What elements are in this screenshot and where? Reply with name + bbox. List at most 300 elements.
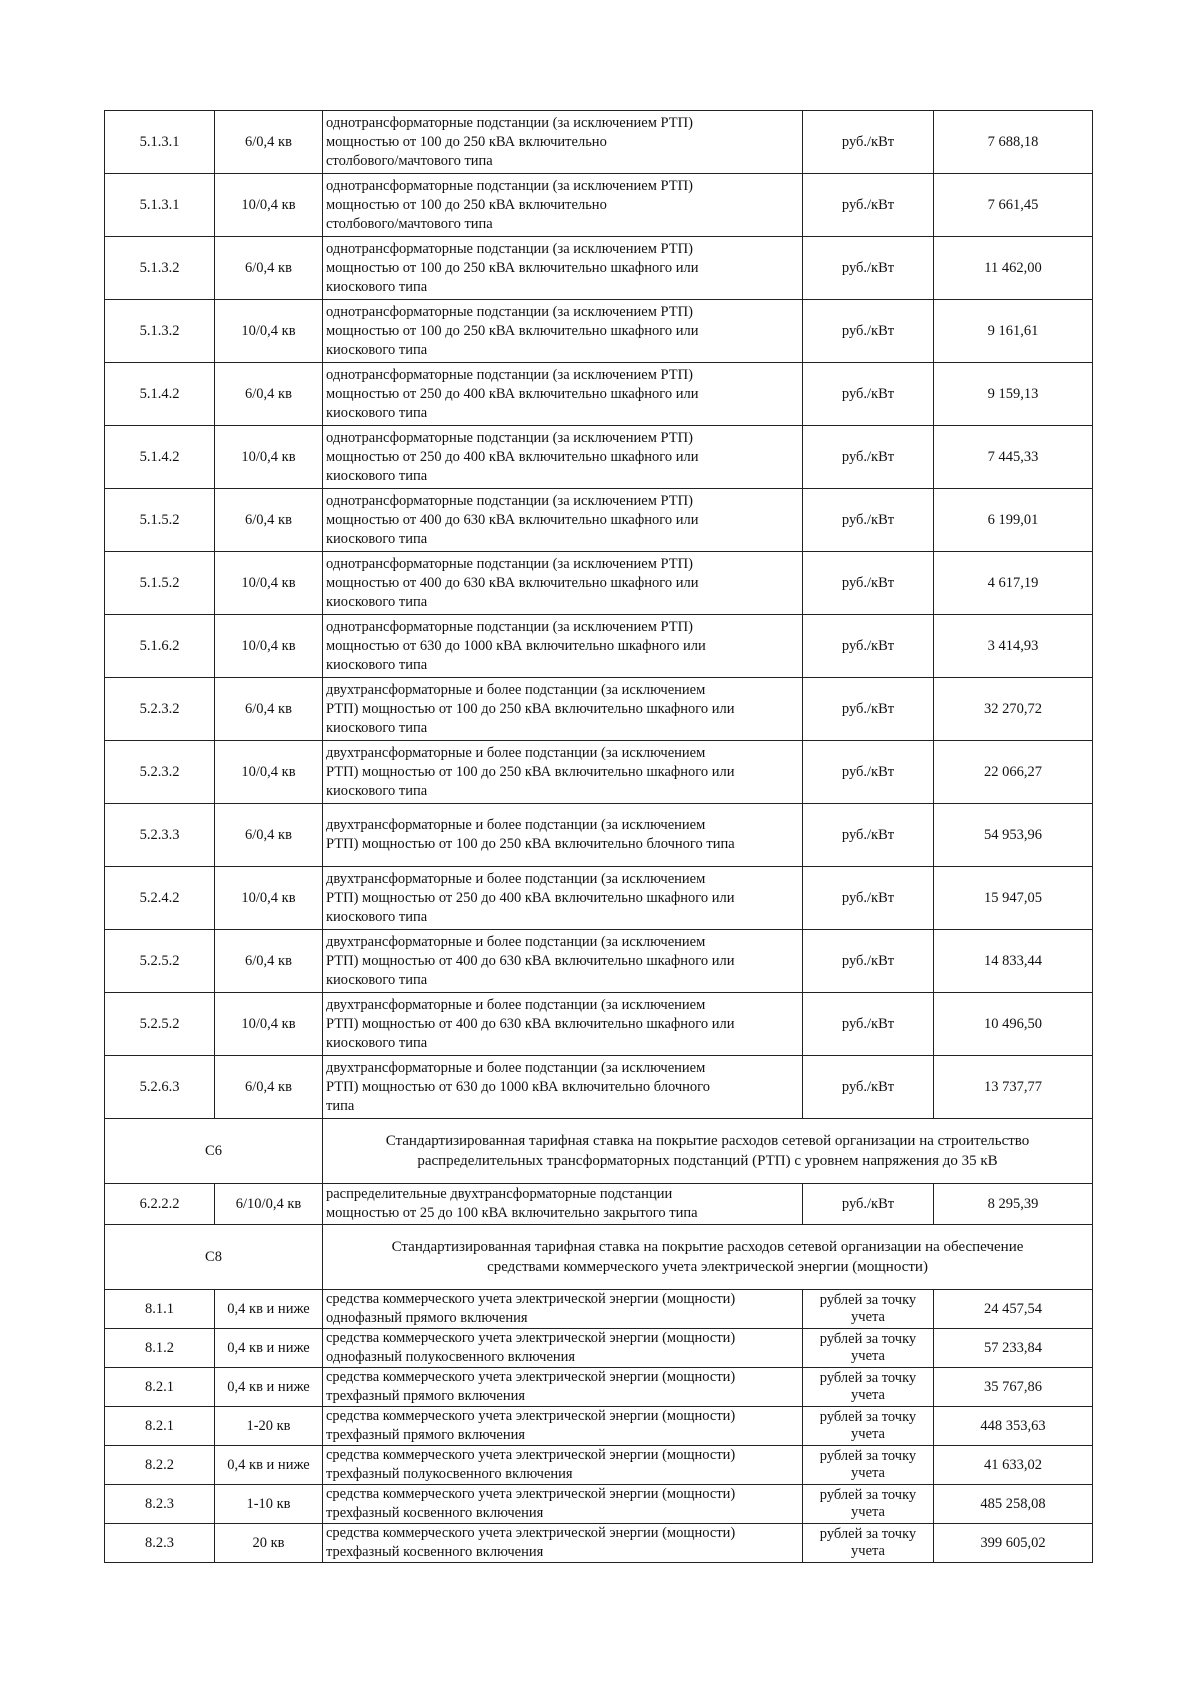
voltage-cell bbox=[215, 930, 323, 993]
unit-line: рублей за точку bbox=[819, 1487, 917, 1503]
rate-value-cell bbox=[934, 1184, 1093, 1225]
rate-value-cell bbox=[934, 930, 1093, 993]
tariff-table bbox=[104, 110, 1093, 1563]
voltage: 0,4 кв и ниже bbox=[227, 1378, 310, 1395]
description-cell bbox=[323, 930, 803, 993]
unit-cell bbox=[803, 1329, 934, 1368]
description-line: киоскового типа bbox=[326, 782, 428, 799]
item-code: 5.2.5.2 bbox=[139, 1015, 180, 1032]
description-line: двухтрансформаторные и более подстанции (за исключением bbox=[326, 996, 706, 1013]
description-cell bbox=[323, 867, 803, 930]
unit: руб./кВт bbox=[841, 1015, 895, 1032]
section-title-line: Стандартизированная тарифная ставка на покрытие расходов сетевой организации на обеспечение bbox=[391, 1239, 1024, 1255]
section-title-cell bbox=[323, 1119, 1093, 1184]
voltage-cell bbox=[215, 1524, 323, 1563]
voltage-cell bbox=[215, 237, 323, 300]
voltage: 6/0,4 кв bbox=[245, 1078, 292, 1095]
item-code: 6.2.2.2 bbox=[139, 1195, 180, 1212]
table-row bbox=[105, 1056, 1093, 1119]
unit-cell bbox=[803, 237, 934, 300]
description-line: трехфазный прямого включения bbox=[326, 1388, 526, 1404]
item-code-cell bbox=[105, 930, 215, 993]
voltage: 6/0,4 кв bbox=[245, 259, 292, 276]
item-code-cell bbox=[105, 1368, 215, 1407]
voltage: 10/0,4 кв bbox=[241, 763, 296, 780]
item-code-cell bbox=[105, 1184, 215, 1225]
rate-value: 35 767,86 bbox=[984, 1378, 1042, 1395]
description-line: киоскового типа bbox=[326, 656, 428, 673]
voltage-cell bbox=[215, 300, 323, 363]
unit: руб./кВт bbox=[841, 1195, 895, 1212]
rate-value: 485 258,08 bbox=[980, 1495, 1046, 1512]
item-code: 8.2.2 bbox=[145, 1456, 174, 1473]
description-line: средства коммерческого учета электрической энергии (мощности) bbox=[326, 1486, 736, 1502]
description-line: киоскового типа bbox=[326, 467, 428, 484]
table-row bbox=[105, 1290, 1093, 1329]
description-line: однотрансформаторные подстанции (за исключением РТП) bbox=[326, 366, 693, 383]
unit-cell bbox=[803, 363, 934, 426]
item-code-cell bbox=[105, 615, 215, 678]
rate-value: 7 688,18 bbox=[987, 133, 1039, 150]
voltage: 6/0,4 кв bbox=[245, 385, 292, 402]
voltage-cell bbox=[215, 489, 323, 552]
item-code-cell bbox=[105, 993, 215, 1056]
description-cell bbox=[323, 993, 803, 1056]
voltage: 10/0,4 кв bbox=[241, 637, 296, 654]
voltage: 0,4 кв и ниже bbox=[227, 1339, 310, 1356]
voltage-cell bbox=[215, 1056, 323, 1119]
rate-value-cell bbox=[934, 1407, 1093, 1446]
unit-line: учета bbox=[851, 1309, 885, 1325]
item-code-cell bbox=[105, 489, 215, 552]
table-row bbox=[105, 993, 1093, 1056]
rate-value-cell bbox=[934, 1446, 1093, 1485]
table-row bbox=[105, 867, 1093, 930]
description-cell bbox=[323, 741, 803, 804]
item-code-cell bbox=[105, 552, 215, 615]
unit-cell bbox=[803, 1485, 934, 1524]
description-line: трехфазный прямого включения bbox=[326, 1427, 526, 1443]
voltage-cell bbox=[215, 1329, 323, 1368]
description-line: киоскового типа bbox=[326, 719, 428, 736]
unit-cell bbox=[803, 615, 934, 678]
unit-line: учета bbox=[851, 1348, 885, 1364]
table-row bbox=[105, 237, 1093, 300]
description-line: мощностью от 25 до 100 кВА включительно закрытого типа bbox=[326, 1205, 698, 1221]
item-code-cell bbox=[105, 867, 215, 930]
voltage-cell bbox=[215, 741, 323, 804]
voltage: 0,4 кв и ниже bbox=[227, 1456, 310, 1473]
rate-value-cell bbox=[934, 615, 1093, 678]
description-line: столбового/мачтового типа bbox=[326, 215, 493, 232]
description-line: РТП) мощностью от 250 до 400 кВА включительно шкафного или bbox=[326, 889, 735, 906]
description-cell bbox=[323, 489, 803, 552]
unit: руб./кВт bbox=[841, 826, 895, 843]
unit: руб./кВт bbox=[841, 511, 895, 528]
description-line: мощностью от 100 до 250 кВА включительно шкафного или bbox=[326, 322, 699, 339]
voltage: 6/0,4 кв bbox=[245, 133, 292, 150]
voltage: 6/0,4 кв bbox=[245, 700, 292, 717]
table-row bbox=[105, 615, 1093, 678]
unit: руб./кВт bbox=[841, 385, 895, 402]
description-line: киоскового типа bbox=[326, 1034, 428, 1051]
rate-value-cell bbox=[934, 1056, 1093, 1119]
description-line: мощностью от 100 до 250 кВА включительно bbox=[326, 196, 607, 213]
voltage: 10/0,4 кв bbox=[241, 196, 296, 213]
unit-cell bbox=[803, 867, 934, 930]
description-line: мощностью от 250 до 400 кВА включительно шкафного или bbox=[326, 448, 699, 465]
unit-line: рублей за точку bbox=[819, 1526, 917, 1542]
tariff-document bbox=[104, 110, 1092, 1563]
description-line: РТП) мощностью от 100 до 250 кВА включительно шкафного или bbox=[326, 763, 735, 780]
item-code: 5.2.5.2 bbox=[139, 952, 180, 969]
item-code-cell bbox=[105, 804, 215, 867]
voltage-cell bbox=[215, 1184, 323, 1225]
rate-value-cell bbox=[934, 1368, 1093, 1407]
unit-cell bbox=[803, 552, 934, 615]
unit-line: рублей за точку bbox=[819, 1409, 917, 1425]
description-line: трехфазный косвенного включения bbox=[326, 1544, 544, 1560]
unit: руб./кВт bbox=[841, 259, 895, 276]
voltage: 0,4 кв и ниже bbox=[227, 1300, 310, 1317]
item-code: 5.1.5.2 bbox=[139, 511, 180, 528]
rate-value-cell bbox=[934, 426, 1093, 489]
description-cell bbox=[323, 1446, 803, 1485]
voltage: 1-10 кв bbox=[246, 1495, 291, 1512]
item-code: 8.2.1 bbox=[145, 1378, 174, 1395]
rate-value: 9 161,61 bbox=[987, 322, 1039, 339]
table-row bbox=[105, 741, 1093, 804]
voltage: 6/0,4 кв bbox=[245, 952, 292, 969]
table-row bbox=[105, 489, 1093, 552]
description-line: средства коммерческого учета электрической энергии (мощности) bbox=[326, 1408, 736, 1424]
unit-cell bbox=[803, 426, 934, 489]
description-line: трехфазный косвенного включения bbox=[326, 1505, 544, 1521]
description-cell bbox=[323, 804, 803, 867]
description-line: мощностью от 100 до 250 кВА включительно шкафного или bbox=[326, 259, 699, 276]
rate-value: 13 737,77 bbox=[984, 1078, 1042, 1095]
rate-value-cell bbox=[934, 1524, 1093, 1563]
description-cell bbox=[323, 552, 803, 615]
rate-value-cell bbox=[934, 1485, 1093, 1524]
rate-value: 7 661,45 bbox=[987, 196, 1039, 213]
table-row bbox=[105, 1446, 1093, 1485]
rate-value: 8 295,39 bbox=[987, 1195, 1039, 1212]
unit-cell bbox=[803, 993, 934, 1056]
description-line: киоскового типа bbox=[326, 341, 428, 358]
rate-value: 32 270,72 bbox=[984, 700, 1042, 717]
description-line: однотрансформаторные подстанции (за исключением РТП) bbox=[326, 618, 693, 635]
table-row bbox=[105, 111, 1093, 174]
item-code: 5.1.3.2 bbox=[139, 322, 180, 339]
unit-cell bbox=[803, 1446, 934, 1485]
section-code-cell bbox=[105, 1119, 323, 1184]
unit-cell bbox=[803, 741, 934, 804]
unit-cell bbox=[803, 1368, 934, 1407]
unit: руб./кВт bbox=[841, 1078, 895, 1095]
table-row bbox=[105, 300, 1093, 363]
description-cell bbox=[323, 111, 803, 174]
voltage-cell bbox=[215, 867, 323, 930]
description-line: однотрансформаторные подстанции (за исключением РТП) bbox=[326, 114, 693, 131]
item-code: 5.1.3.2 bbox=[139, 259, 180, 276]
rate-value: 54 953,96 bbox=[984, 826, 1042, 843]
item-code: 8.2.3 bbox=[145, 1534, 174, 1551]
item-code: 8.1.1 bbox=[145, 1300, 174, 1317]
table-row bbox=[105, 363, 1093, 426]
unit: руб./кВт bbox=[841, 889, 895, 906]
item-code: 5.2.6.3 bbox=[139, 1078, 180, 1095]
unit: руб./кВт bbox=[841, 637, 895, 654]
unit-cell bbox=[803, 1184, 934, 1225]
rate-value: 3 414,93 bbox=[987, 637, 1039, 654]
description-line: средства коммерческого учета электрической энергии (мощности) bbox=[326, 1369, 736, 1385]
unit: руб./кВт bbox=[841, 196, 895, 213]
unit: руб./кВт bbox=[841, 448, 895, 465]
unit: руб./кВт bbox=[841, 322, 895, 339]
voltage-cell bbox=[215, 678, 323, 741]
item-code-cell bbox=[105, 1290, 215, 1329]
item-code-cell bbox=[105, 678, 215, 741]
unit-line: учета bbox=[851, 1426, 885, 1442]
rate-value: 41 633,02 bbox=[984, 1456, 1042, 1473]
unit: руб./кВт bbox=[841, 574, 895, 591]
rate-value: 9 159,13 bbox=[987, 385, 1039, 402]
section-title-cell bbox=[323, 1225, 1093, 1290]
unit-cell bbox=[803, 1407, 934, 1446]
description-line: киоскового типа bbox=[326, 593, 428, 610]
rate-value-cell bbox=[934, 1290, 1093, 1329]
unit-line: учета bbox=[851, 1543, 885, 1559]
rate-value-cell bbox=[934, 1329, 1093, 1368]
description-line: столбового/мачтового типа bbox=[326, 152, 493, 169]
item-code: 5.2.4.2 bbox=[139, 889, 180, 906]
description-line: двухтрансформаторные и более подстанции (за исключением bbox=[326, 933, 706, 950]
table-row bbox=[105, 1225, 1093, 1290]
table-row bbox=[105, 1368, 1093, 1407]
description-line: мощностью от 630 до 1000 кВА включительно шкафного или bbox=[326, 637, 706, 654]
description-line: однотрансформаторные подстанции (за исключением РТП) bbox=[326, 429, 693, 446]
description-cell bbox=[323, 1056, 803, 1119]
table-row bbox=[105, 1119, 1093, 1184]
description-cell bbox=[323, 678, 803, 741]
description-cell bbox=[323, 426, 803, 489]
description-line: киоскового типа bbox=[326, 971, 428, 988]
description-cell bbox=[323, 1329, 803, 1368]
unit-cell bbox=[803, 678, 934, 741]
voltage-cell bbox=[215, 1485, 323, 1524]
rate-value: 15 947,05 bbox=[984, 889, 1042, 906]
description-line: киоскового типа bbox=[326, 908, 428, 925]
unit-line: учета bbox=[851, 1465, 885, 1481]
item-code-cell bbox=[105, 1056, 215, 1119]
voltage-cell bbox=[215, 1407, 323, 1446]
unit-line: учета bbox=[851, 1504, 885, 1520]
item-code: 5.1.4.2 bbox=[139, 385, 180, 402]
description-line: киоскового типа bbox=[326, 404, 428, 421]
unit-cell bbox=[803, 930, 934, 993]
table-row bbox=[105, 678, 1093, 741]
description-cell bbox=[323, 237, 803, 300]
item-code-cell bbox=[105, 1407, 215, 1446]
unit-line: рублей за точку bbox=[819, 1331, 917, 1347]
item-code-cell bbox=[105, 1524, 215, 1563]
voltage-cell bbox=[215, 993, 323, 1056]
voltage: 10/0,4 кв bbox=[241, 889, 296, 906]
section-title-line: распределительных трансформаторных подстанций (РТП) с уровнем напряжения до 35 кВ bbox=[417, 1153, 998, 1169]
unit-cell bbox=[803, 1056, 934, 1119]
table-row bbox=[105, 426, 1093, 489]
unit-line: учета bbox=[851, 1387, 885, 1403]
description-line: средства коммерческого учета электрической энергии (мощности) bbox=[326, 1447, 736, 1463]
table-row bbox=[105, 174, 1093, 237]
rate-value: 22 066,27 bbox=[984, 763, 1042, 780]
table-row bbox=[105, 1407, 1093, 1446]
item-code-cell bbox=[105, 111, 215, 174]
voltage: 6/10/0,4 кв bbox=[235, 1195, 302, 1212]
description-cell bbox=[323, 1407, 803, 1446]
description-cell bbox=[323, 174, 803, 237]
rate-value: 4 617,19 bbox=[987, 574, 1039, 591]
description-line: однофазный прямого включения bbox=[326, 1310, 528, 1326]
voltage: 10/0,4 кв bbox=[241, 448, 296, 465]
rate-value: 57 233,84 bbox=[984, 1339, 1042, 1356]
description-line: двухтрансформаторные и более подстанции (за исключением bbox=[326, 870, 706, 887]
voltage-cell bbox=[215, 111, 323, 174]
item-code-cell bbox=[105, 741, 215, 804]
description-line: РТП) мощностью от 630 до 1000 кВА включительно блочного bbox=[326, 1078, 710, 1095]
unit: руб./кВт bbox=[841, 952, 895, 969]
voltage: 10/0,4 кв bbox=[241, 1015, 296, 1032]
voltage-cell bbox=[215, 363, 323, 426]
unit: руб./кВт bbox=[841, 700, 895, 717]
item-code-cell bbox=[105, 174, 215, 237]
description-line: киоскового типа bbox=[326, 530, 428, 547]
section-code: С8 bbox=[205, 1248, 222, 1265]
description-line: двухтрансформаторные и более подстанции (за исключением bbox=[326, 817, 706, 833]
unit: руб./кВт bbox=[841, 133, 895, 150]
table-row bbox=[105, 1184, 1093, 1225]
table-row bbox=[105, 930, 1093, 993]
item-code: 5.1.3.1 bbox=[139, 133, 180, 150]
item-code-cell bbox=[105, 363, 215, 426]
item-code: 8.2.1 bbox=[145, 1417, 174, 1434]
rate-value-cell bbox=[934, 552, 1093, 615]
rate-value-cell bbox=[934, 678, 1093, 741]
rate-value-cell bbox=[934, 489, 1093, 552]
rate-value: 14 833,44 bbox=[984, 952, 1042, 969]
item-code: 5.1.4.2 bbox=[139, 448, 180, 465]
voltage-cell bbox=[215, 174, 323, 237]
description-cell bbox=[323, 1184, 803, 1225]
item-code-cell bbox=[105, 1329, 215, 1368]
description-line: двухтрансформаторные и более подстанции (за исключением bbox=[326, 744, 706, 761]
rate-value: 24 457,54 bbox=[984, 1300, 1042, 1317]
description-line: РТП) мощностью от 100 до 250 кВА включительно шкафного или bbox=[326, 700, 735, 717]
unit: руб./кВт bbox=[841, 763, 895, 780]
description-line: распределительные двухтрансформаторные подстанции bbox=[326, 1186, 673, 1202]
table-row bbox=[105, 552, 1093, 615]
tariff-table-body bbox=[105, 111, 1093, 1563]
description-line: мощностью от 250 до 400 кВА включительно шкафного или bbox=[326, 385, 699, 402]
description-line: однотрансформаторные подстанции (за исключением РТП) bbox=[326, 555, 693, 572]
table-row bbox=[105, 804, 1093, 867]
unit-cell bbox=[803, 804, 934, 867]
description-line: однотрансформаторные подстанции (за исключением РТП) bbox=[326, 240, 693, 257]
voltage: 20 кв bbox=[252, 1534, 285, 1551]
description-line: трехфазный полукосвенного включения bbox=[326, 1466, 573, 1482]
section-title-line: средствами коммерческого учета электрической энергии (мощности) bbox=[487, 1259, 928, 1275]
rate-value-cell bbox=[934, 741, 1093, 804]
description-line: РТП) мощностью от 400 до 630 кВА включительно шкафного или bbox=[326, 1015, 735, 1032]
description-line: двухтрансформаторные и более подстанции (за исключением bbox=[326, 1059, 706, 1076]
voltage-cell bbox=[215, 1446, 323, 1485]
description-line: киоскового типа bbox=[326, 278, 428, 295]
item-code: 8.1.2 bbox=[145, 1339, 174, 1356]
voltage: 10/0,4 кв bbox=[241, 322, 296, 339]
rate-value: 6 199,01 bbox=[987, 511, 1039, 528]
voltage-cell bbox=[215, 1368, 323, 1407]
voltage-cell bbox=[215, 1290, 323, 1329]
item-code-cell bbox=[105, 237, 215, 300]
voltage: 6/0,4 кв bbox=[245, 511, 292, 528]
section-title-line: Стандартизированная тарифная ставка на покрытие расходов сетевой организации на строительство bbox=[385, 1133, 1030, 1149]
description-line: однотрансформаторные подстанции (за исключением РТП) bbox=[326, 492, 693, 509]
description-line: средства коммерческого учета электрической энергии (мощности) bbox=[326, 1291, 736, 1307]
description-cell bbox=[323, 1290, 803, 1329]
unit-cell bbox=[803, 111, 934, 174]
unit-cell bbox=[803, 489, 934, 552]
description-line: средства коммерческого учета электрической энергии (мощности) bbox=[326, 1525, 736, 1541]
unit-cell bbox=[803, 1524, 934, 1563]
unit-line: рублей за точку bbox=[819, 1370, 917, 1386]
rate-value: 10 496,50 bbox=[984, 1015, 1042, 1032]
voltage-cell bbox=[215, 426, 323, 489]
rate-value-cell bbox=[934, 237, 1093, 300]
table-row bbox=[105, 1329, 1093, 1368]
rate-value: 11 462,00 bbox=[984, 259, 1042, 276]
item-code-cell bbox=[105, 1446, 215, 1485]
description-cell bbox=[323, 1485, 803, 1524]
description-cell bbox=[323, 615, 803, 678]
unit-line: рублей за точку bbox=[819, 1448, 917, 1464]
description-line: средства коммерческого учета электрической энергии (мощности) bbox=[326, 1330, 736, 1346]
description-line: однофазный полукосвенного включения bbox=[326, 1349, 576, 1365]
item-code-cell bbox=[105, 300, 215, 363]
rate-value-cell bbox=[934, 111, 1093, 174]
table-row bbox=[105, 1524, 1093, 1563]
item-code: 5.1.5.2 bbox=[139, 574, 180, 591]
item-code: 5.1.3.1 bbox=[139, 196, 180, 213]
section-code: С6 bbox=[205, 1142, 222, 1159]
rate-value-cell bbox=[934, 363, 1093, 426]
description-line: однотрансформаторные подстанции (за исключением РТП) bbox=[326, 177, 693, 194]
item-code: 5.2.3.2 bbox=[139, 700, 180, 717]
description-line: мощностью от 400 до 630 кВА включительно шкафного или bbox=[326, 574, 699, 591]
voltage: 10/0,4 кв bbox=[241, 574, 296, 591]
voltage: 6/0,4 кв bbox=[245, 826, 292, 843]
unit-cell bbox=[803, 1290, 934, 1329]
rate-value-cell bbox=[934, 300, 1093, 363]
description-line: мощностью от 100 до 250 кВА включительно bbox=[326, 133, 607, 150]
section-code-cell bbox=[105, 1225, 323, 1290]
description-line: двухтрансформаторные и более подстанции (за исключением bbox=[326, 681, 706, 698]
voltage-cell bbox=[215, 615, 323, 678]
rate-value-cell bbox=[934, 867, 1093, 930]
item-code: 8.2.3 bbox=[145, 1495, 174, 1512]
description-line: РТП) мощностью от 100 до 250 кВА включительно блочного типа bbox=[326, 836, 735, 852]
unit-cell bbox=[803, 300, 934, 363]
